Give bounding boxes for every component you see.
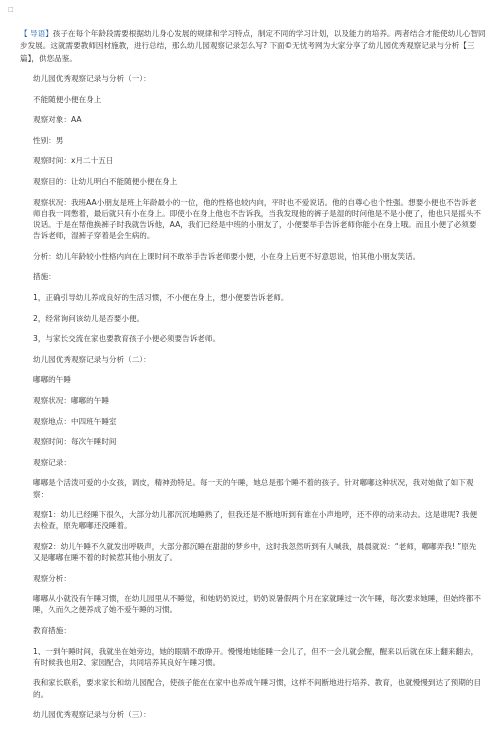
observation-record-text: 嘟嘟是个活泼可爱的小女孩，调皮，精神劲特足。每一天的午睡，她总是那个睡不着的孩子。针对嘟嘟这种状况，我对她做了如下观察： <box>33 478 474 499</box>
corner-mark: □ <box>8 6 14 13</box>
measure-item-1: 1，正确引导幼儿养成良好的生活习惯，不小便在身上，想小便要告诉老师。 <box>33 292 289 302</box>
observation-entry-1: 观察1：幼儿已经睡下很久，大部分幼儿都沉沉地睡熟了，但我还是不断地听到有谁在小声地哼，还不停的动来动去。这是谁呢? 我便去检查，原先嘟嘟还没睡着。 <box>33 510 478 531</box>
observation-time-1: 观察时间：x月二十五日 <box>33 156 114 166</box>
intro-tag: 【 导语】 <box>20 29 53 38</box>
section-heading-3: 幼儿园优秀观察记录与分析（三）： <box>33 710 151 720</box>
section-heading-1: 幼儿园优秀观察记录与分析（一）： <box>33 74 151 83</box>
education-measure-1: 1、一到午睡时间，我就坐在她旁边，她的眼睛不敢睁开。慢慢地她能睡一会儿了，但不一会儿就会醒，醒来以后就在床上翻来翻去，有时候我也用2、家园配合，共同培养其良好午睡习惯。 <box>33 646 479 667</box>
observation-status-1: 观察状况：我班AA小朋友是班上年龄最小的一位，他的性格也较内向，平时也不爱说话。他的自尊心也个性强。想要小便也不告诉老师自我一同憋着，最后就只有小在身上。即使小在身上他也不告诉我，当我发现他的裤子是湿的时问他是不是小便了，他也只是摇头不说话。于是在帮他换裤子时我就告诉他，AA，我们已经是中班的小朋友了，小便要举手告诉老师你能小在身上哦。而且小便了必须要告诉老师，湿裤子穿着是会生病的。 <box>33 197 482 241</box>
observation-subject: 观察对象：AA <box>33 115 82 125</box>
measure-item-3: 3，与家长交流在家也要教育孩子小便必须要告诉老师。 <box>33 334 221 344</box>
observation-purpose: 观察目的：让幼儿明白不能随便小便在身上 <box>33 176 178 186</box>
observation-entry-2: 观察2：幼儿午睡不久就发出呼吸声，大部分都沉睡在甜甜的梦乡中，这时我忽然听到有人喊我，晨晨就说：“老师，嘟嘟弄我! ”原先又是嘟嘟在睡不着的时候惹其他小朋友了。 <box>33 541 477 563</box>
measure-item-2: 2，经常询问该幼儿是否要小便。 <box>33 313 145 323</box>
intro-text: 孩子在每个年龄段需要根据幼儿身心发展的规律和学习特点，制定不同的学习计划，以及能力的培养。两者结合才能使幼儿心智同步发展。这就需要教师因材施教，进行总结，那么幼儿园观察记录怎么写? 下面©无忧考网为大家分享了幼儿园优秀观察记录与分析【三篇】，供您品鉴。 <box>20 29 486 63</box>
section-heading-2: 幼儿园优秀观察记录与分析（二）： <box>33 354 151 364</box>
intro-paragraph <box>20 28 488 65</box>
observation-record-label: 观察记录： <box>33 457 71 467</box>
observation-title-2: 嘟嘟的午睡 <box>33 375 71 385</box>
measures-label: 措施： <box>33 272 56 282</box>
observation-title-1: 不能随便小便在身上 <box>33 94 102 104</box>
article-body <box>33 73 483 730</box>
education-measures-label: 教育措施： <box>33 626 71 636</box>
observation-analysis-text: 嘟嘟从小就没有午睡习惯，在幼儿园里从不睡觉，和她奶奶说过，奶奶说暑假两个月在家就睡过一次午睡，每次要求她睡，但始终都不睡，久而久之便养成了她不爱午睡的习惯。 <box>33 594 482 615</box>
observation-time-2: 观察时间：每次午睡时间 <box>33 437 117 447</box>
observation-gender: 性别：男 <box>33 135 64 145</box>
analysis-1: 分析：幼儿年龄较小性格内向在上课时问不敢举手告诉老师要小便，小在身上后更不好意思说，怕其他小朋友笑话。 <box>33 251 421 261</box>
observation-status-2: 观察状况：嘟嘟的午睡 <box>33 395 109 405</box>
observation-location: 观察地点：中四班午睡室 <box>33 416 117 426</box>
observation-analysis-label: 观察分析： <box>33 573 71 583</box>
education-measure-2: 我和家长联系，要求家长和幼儿园配合，使孩子能在在家中也养成午睡习惯，这样不间断地进行培养、教育，也就慢慢到达了预期的目的。 <box>33 678 482 699</box>
